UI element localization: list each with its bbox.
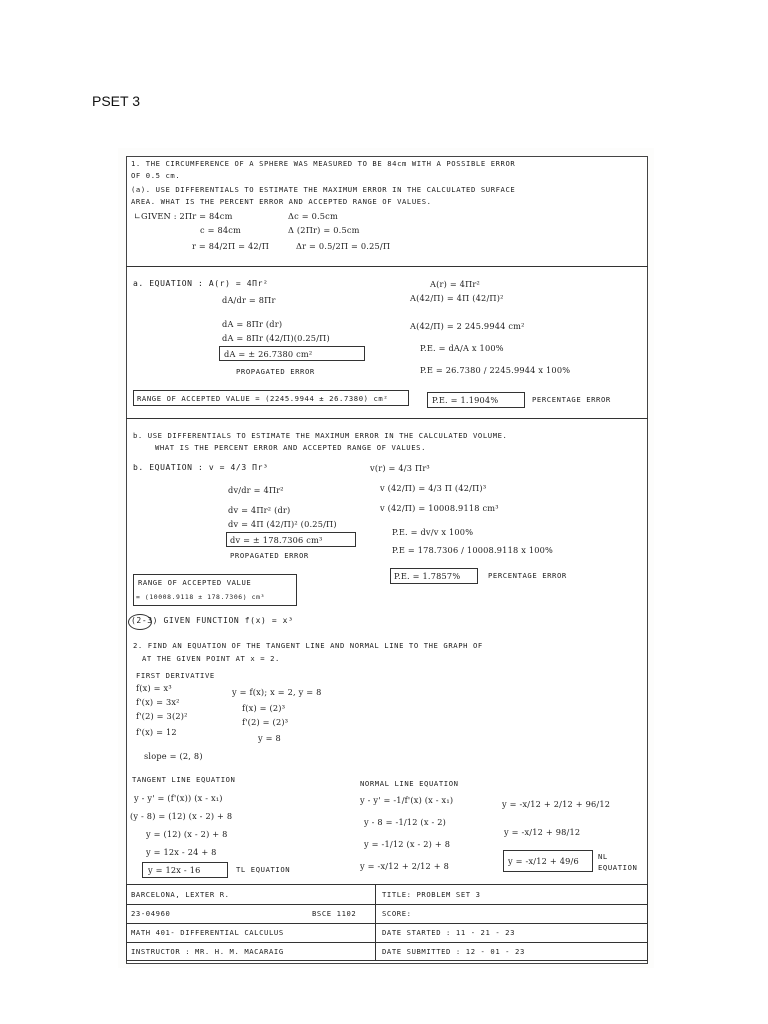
- table-row: [127, 923, 647, 924]
- instructor: INSTRUCTOR : MR. H. M. MACARAIG: [131, 947, 284, 956]
- table-row: [127, 904, 647, 905]
- part-a-right-line2: A(42/Π) = 4Π (42/Π)²: [410, 293, 504, 303]
- point-line2: f(x) = (2)³: [242, 703, 286, 713]
- tangent-line-step4: y = 12x - 24 + 8: [146, 847, 217, 857]
- problem1-intro-line1: 1. THE CIRCUMFERENCE OF A SPHERE WAS MEASURED TO BE 84cm WITH A POSSIBLE ERROR: [131, 159, 516, 168]
- tangent-line-step1: y - y' = (f'(x)) (x - x₁): [134, 793, 223, 803]
- part-a-range: RANGE OF ACCEPTED VALUE = (2245.9944 ± 26.7380) cm²: [137, 394, 389, 403]
- first-derivative-line1: f(x) = x³: [136, 683, 172, 693]
- normal-line-step4: y = -x/12 + 2/12 + 8: [360, 861, 449, 871]
- section-divider: [126, 266, 648, 267]
- part-b-line2: dv = 4Πr² (dr): [228, 505, 291, 515]
- part-a-line3: dA = 8Πr (42/Π)(0.25/Π): [222, 333, 330, 343]
- part-a-result: dA = ± 26.7380 cm²: [224, 349, 313, 359]
- slope-point: slope = (2, 8): [144, 751, 203, 761]
- date-started: DATE STARTED : 11 - 21 - 23: [382, 928, 516, 937]
- part-b-propagated-label: PROPAGATED ERROR: [230, 551, 309, 560]
- document-title: TITLE: PROBLEM SET 3: [382, 890, 481, 899]
- normal-line-step2: y - 8 = -1/12 (x - 2): [364, 817, 447, 827]
- part-b-question-line1: b. USE DIFFERENTIALS TO ESTIMATE THE MAXIMUM ERROR IN THE CALCULATED VOLUME.: [133, 431, 508, 440]
- part-a-question-line2: AREA. WHAT IS THE PERCENT ERROR AND ACCEPTED RANGE OF VALUES.: [131, 197, 432, 206]
- first-derivative-line3: f'(2) = 3(2)²: [136, 711, 188, 721]
- date-submitted: DATE SUBMITTED : 12 - 01 - 23: [382, 947, 525, 956]
- part-b-result: dv = ± 178.7306 cm³: [230, 535, 323, 545]
- point-line1: y = f(x); x = 2, y = 8: [232, 687, 322, 697]
- tangent-line-step2: (y - 8) = (12) (x - 2) + 8: [130, 811, 233, 821]
- part-a-right-line4: P.E. = dA/A x 100%: [420, 343, 504, 353]
- normal-line-right2: y = -x/12 + 98/12: [504, 827, 581, 837]
- normal-line-step1: y - y' = -1/f'(x) (x - x₁): [360, 795, 454, 805]
- student-id: 23-04960: [131, 909, 171, 918]
- given-line1: ∟GIVEN : 2Πr = 84cm: [134, 211, 233, 221]
- normal-line-result: y = -x/12 + 49/6: [508, 856, 579, 866]
- point-line4: y = 8: [258, 733, 281, 743]
- problem2-question-line2: AT THE GIVEN POINT AT x = 2.: [142, 654, 280, 663]
- problem2-given-function: (2-3) GIVEN FUNCTION f(x) = x³: [131, 616, 294, 625]
- part-b-question-line2: WHAT IS THE PERCENT ERROR AND ACCEPTED RANGE OF VALUES.: [155, 443, 426, 452]
- part-a-right-line3: A(42/Π) = 2 245.9944 cm²: [410, 321, 525, 331]
- given-line2: c = 84cm: [200, 225, 242, 235]
- normal-line-right1: y = -x/12 + 2/12 + 96/12: [502, 799, 611, 809]
- part-b-line1: dv/dr = 4Πr²: [228, 485, 284, 495]
- section-divider: [126, 418, 648, 419]
- tangent-line-step3: y = (12) (x - 2) + 8: [146, 829, 228, 839]
- part-a-right-line1: A(r) = 4Πr²: [430, 279, 481, 289]
- normal-line-label: NL EQUATION: [598, 852, 638, 872]
- part-b-range-value: = (10008.9118 ± 178.7306) cm³: [136, 593, 265, 601]
- student-name: BARCELONA, LEXTER R.: [131, 890, 230, 899]
- part-b-right-line2: v (42/Π) = 4/3 Π (42/Π)³: [380, 483, 487, 493]
- part-a-line2: dA = 8Πr (dr): [222, 319, 283, 329]
- problem1-intro-line2: OF 0.5 cm.: [131, 171, 181, 180]
- given-line6: Δr = 0.5/2Π = 0.25/Π: [296, 241, 391, 251]
- part-b-equation: b. EQUATION : v = 4/3 Πr³: [133, 463, 269, 472]
- course: MATH 401- DIFFERENTIAL CALCULUS: [131, 928, 284, 937]
- part-a-pe-label: PERCENTAGE ERROR: [532, 395, 611, 404]
- part-b-right-line1: v(r) = 4/3 Πr³: [370, 463, 430, 473]
- first-derivative-line2: f'(x) = 3x²: [136, 697, 180, 707]
- part-b-right-line4: P.E. = dv/v x 100%: [392, 527, 474, 537]
- tangent-line-title: TANGENT LINE EQUATION: [132, 775, 236, 784]
- score-field: SCORE:: [382, 909, 412, 918]
- part-a-question-line1: (a). USE DIFFERENTIALS TO ESTIMATE THE MAXIMUM ERROR IN THE CALCULATED SURFACE: [131, 185, 516, 194]
- part-a-propagated-label: PROPAGATED ERROR: [236, 367, 315, 376]
- point-line3: f'(2) = (2)³: [242, 717, 289, 727]
- part-b-pe-label: PERCENTAGE ERROR: [488, 571, 567, 580]
- table-divider: [375, 885, 376, 960]
- section: BSCE 1102: [312, 909, 357, 918]
- tangent-line-result: y = 12x - 16: [148, 865, 201, 875]
- part-a-line1: dA/dr = 8Πr: [222, 295, 276, 305]
- given-line5: Δ (2Πr) = 0.5cm: [288, 225, 360, 235]
- part-b-line3: dv = 4Π (42/Π)² (0.25/Π): [228, 519, 337, 529]
- part-b-right-line5: P.E = 178.7306 / 10008.9118 x 100%: [392, 545, 554, 555]
- first-derivative-line4: f'(x) = 12: [136, 727, 177, 737]
- part-a-pe: P.E. = 1.1904%: [432, 395, 499, 405]
- problem2-question-line1: 2. FIND AN EQUATION OF THE TANGENT LINE AND NORMAL LINE TO THE GRAPH OF: [133, 641, 483, 650]
- part-b-pe: P.E. = 1.7857%: [394, 571, 461, 581]
- given-line3: r = 84/2Π = 42/Π: [192, 241, 270, 251]
- part-a-equation: a. EQUATION : A(r) = 4Πr²: [133, 279, 269, 288]
- tangent-line-label: TL EQUATION: [236, 865, 291, 874]
- part-b-range-title: RANGE OF ACCEPTED VALUE: [138, 578, 252, 587]
- part-a-right-line5: P.E = 26.7380 / 2245.9944 x 100%: [420, 365, 571, 375]
- first-derivative-title: FIRST DERIVATIVE: [136, 671, 215, 680]
- normal-line-step3: y = -1/12 (x - 2) + 8: [364, 839, 451, 849]
- normal-line-title: NORMAL LINE EQUATION: [360, 779, 459, 788]
- given-line4: Δc = 0.5cm: [288, 211, 338, 221]
- table-row: [127, 942, 647, 943]
- part-b-right-line3: v (42/Π) = 10008.9118 cm³: [380, 503, 499, 513]
- page-heading: PSET 3: [92, 93, 140, 109]
